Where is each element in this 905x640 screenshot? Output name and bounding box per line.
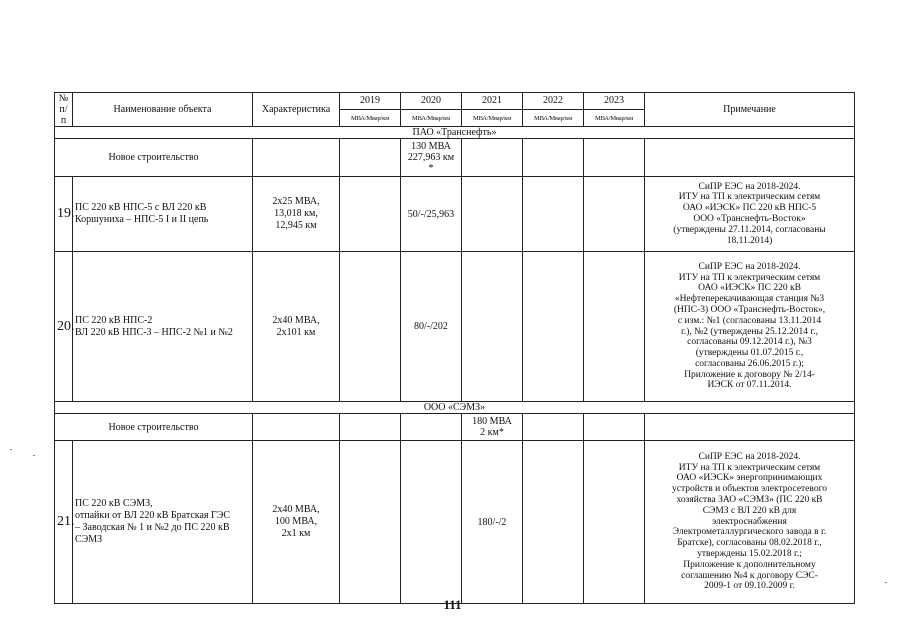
note-line: устройств и объектов электросетевого [672, 484, 827, 495]
note-line: СиПР ЕЭС на 2018-2024. [698, 181, 801, 192]
note-line: СЭМЗ с ВЛ 220 кВ для [702, 505, 797, 516]
unit-2023: МВА/Мвар/км [584, 110, 645, 127]
value-2021: 180/-/2 [462, 441, 523, 604]
object-name-line: СЭМЗ [75, 534, 103, 545]
note-line: (утверждены 01.07.2015 г., [695, 348, 804, 359]
value-2023 [584, 441, 645, 604]
scan-speck [10, 449, 12, 450]
characteristic [253, 252, 340, 402]
note-line: СиПР ЕЭС на 2018-2024. [698, 261, 801, 272]
empty-cell [645, 139, 855, 177]
note-line: ОАО «ИЭСК» ПС 220 кВ НПС-5 [682, 203, 817, 214]
note-line: утверждены 15.02.2018 г.; [697, 548, 802, 559]
note-line: хозяйства ЗАО «СЭМЗ» (ПС 220 кВ [676, 495, 823, 505]
note [645, 441, 855, 604]
note-line: ОАО «ИЭСК» ПС 220 кВ [698, 283, 801, 294]
empty-cell [401, 414, 462, 441]
col-header-num: № п/п [55, 93, 73, 127]
year-2022: 2022 [523, 93, 584, 110]
value-2022 [523, 177, 584, 252]
year-2021: 2021 [462, 93, 523, 110]
note-line: согласованы 26.06.2015 г.); [695, 358, 804, 369]
scan-speck [33, 455, 35, 456]
note-line: электроснабжения [712, 516, 787, 527]
total-line: 180 МВА [472, 416, 512, 427]
object-name-line: отпайки от ВЛ 220 кВ Братская ГЭС [75, 510, 231, 521]
characteristic [253, 177, 340, 252]
value-2020: 80/-/202 [401, 252, 462, 402]
note-line: Братске), согласованы 08.02.2018 г., [677, 538, 822, 549]
org-heading-semz: ООО «СЭМЗ» [55, 402, 855, 414]
empty-cell [253, 139, 340, 177]
table-row [55, 177, 855, 252]
note-line: Приложение к договору № 2/14- [684, 369, 815, 380]
total-line: 130 МВА [411, 141, 451, 152]
empty-cell [253, 414, 340, 441]
note-line: (утверждены 27.11.2014, согласованы [673, 224, 826, 235]
note-line: ООО «Транснефть-Восток» [693, 214, 806, 224]
col-header-note: Примечание [645, 93, 855, 127]
characteristic-line: 12,945 км [275, 220, 317, 231]
object-name [73, 177, 253, 252]
empty-cell [584, 414, 645, 441]
value-2023 [584, 252, 645, 402]
note-line: ИЭСК от 07.11.2014. [707, 380, 792, 391]
object-name-line: ПС 220 кВ НПС-5 с ВЛ 220 кВ [75, 202, 207, 213]
value-2020 [401, 441, 462, 604]
note-line: с изм.: №1 (согласованы 13.11.2014 [677, 315, 822, 326]
empty-cell [523, 414, 584, 441]
note-line: соглашению №4 к договору СЭС- [681, 570, 818, 581]
note-line: Электрометаллургического завода в г. [672, 527, 827, 538]
note [645, 177, 855, 252]
object-name [73, 252, 253, 402]
page-number: 111 [443, 597, 462, 612]
value-2021 [462, 177, 523, 252]
note-line: ИТУ на ТП к электрическим сетям [678, 192, 821, 203]
value-2019 [340, 441, 401, 604]
col-header-name: Наименование объекта [73, 93, 253, 127]
table-row [55, 252, 855, 402]
new-construction-label: Новое строительство [55, 414, 253, 441]
row-number: 20. [55, 252, 73, 402]
row-number: 19. [55, 177, 73, 252]
note-line: согласованы 09.12.2014 г.), №3 [687, 337, 812, 348]
year-2020: 2020 [401, 93, 462, 110]
characteristic-line: 2x1 км [281, 528, 311, 539]
object-name-line: ВЛ 220 кВ НПС-3 – НПС-2 №1 и №2 [75, 326, 233, 338]
year-2019: 2019 [340, 93, 401, 110]
note-line: ИТУ на ТП к электрическим сетям [678, 272, 821, 283]
empty-cell [523, 139, 584, 177]
note-line: ИТУ на ТП к электрическим сетям [678, 462, 821, 473]
unit-2021: МВА/Мвар/км [462, 110, 523, 127]
note-line: 2009-1 от 09.10.2009 г. [704, 581, 795, 592]
total-line: 2 км* [480, 427, 504, 438]
characteristic-line: 2x40 МВА, [272, 314, 320, 326]
note-line: 18.11.2014) [726, 235, 773, 246]
characteristic-line: 13,018 км, [274, 208, 318, 219]
total-footnote-mark: * [428, 163, 434, 174]
unit-2022: МВА/Мвар/км [523, 110, 584, 127]
note-line: Приложение к дополнительному [683, 559, 816, 570]
note-line: (НПС-3) ООО «Транснефть-Восток», [673, 304, 826, 315]
object-name-line: Коршуниха – НПС-5 I и II цепь [75, 214, 209, 225]
total-2021 [462, 414, 523, 441]
value-2019 [340, 252, 401, 402]
note [645, 252, 855, 402]
note-line: СиПР ЕЭС на 2018-2024. [698, 451, 801, 462]
year-2023: 2023 [584, 93, 645, 110]
characteristic-line: 2x25 МВА, [272, 196, 320, 207]
col-header-char: Характеристика [253, 93, 340, 127]
characteristic-line: 100 МВА, [274, 516, 318, 527]
empty-cell [645, 414, 855, 441]
value-2021 [462, 252, 523, 402]
characteristic-line: 2x101 км [276, 326, 316, 338]
investment-table [54, 92, 855, 604]
note-line: «Нефтеперекачивающая станция №3 [674, 294, 825, 305]
row-number: 21. [55, 441, 73, 604]
characteristic [253, 441, 340, 604]
object-name [73, 441, 253, 604]
value-2022 [523, 441, 584, 604]
unit-2020: МВА/Мвар/км [401, 110, 462, 127]
empty-cell [340, 414, 401, 441]
value-2019 [340, 177, 401, 252]
empty-cell [462, 139, 523, 177]
new-construction-label: Новое строительство [55, 139, 253, 177]
total-line: 227,963 км [407, 152, 455, 163]
characteristic-line: 2x40 МВА, [272, 504, 320, 515]
org-heading-transneft: ПАО «Транснефть» [55, 127, 855, 139]
value-2023 [584, 177, 645, 252]
object-name-line: ПС 220 кВ НПС-2 [75, 314, 153, 326]
empty-cell [340, 139, 401, 177]
scan-speck [885, 582, 887, 583]
total-2020 [401, 139, 462, 177]
note-line: г.), №2 (утверждены 25.12.2014 г., [681, 326, 818, 337]
empty-cell [584, 139, 645, 177]
table-row [55, 441, 855, 604]
value-2020: 50/-/25,963 [401, 177, 462, 252]
value-2022 [523, 252, 584, 402]
object-name-line: ПС 220 кВ СЭМЗ, [75, 498, 153, 509]
object-name-line: – Заводская № 1 и №2 до ПС 220 кВ [75, 522, 230, 533]
note-line: ОАО «ИЭСК» энергопринимающих [676, 473, 823, 484]
unit-2019: МВА/Мвар/км [340, 110, 401, 127]
